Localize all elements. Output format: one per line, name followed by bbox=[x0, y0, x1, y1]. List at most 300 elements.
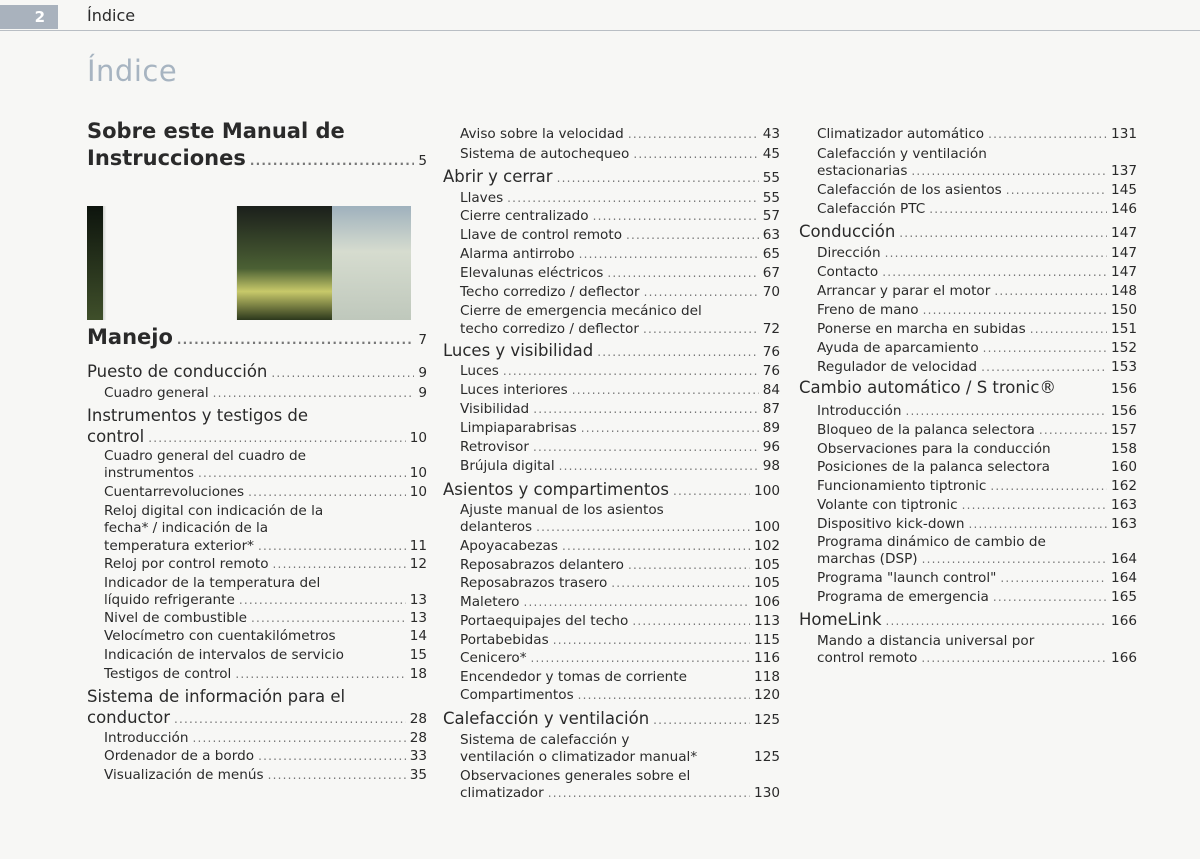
toc-page-number: 100 bbox=[754, 483, 780, 499]
toc-leader-dots bbox=[628, 556, 750, 574]
toc-entry-title: Llave de control remoto bbox=[460, 227, 623, 243]
toc-entry-title: Encendedor y tomas de corriente bbox=[460, 669, 687, 685]
toc-entry-title: Programa de emergencia bbox=[817, 589, 989, 605]
toc-entry-title: Maletero bbox=[460, 594, 520, 610]
toc-entry[interactable] bbox=[104, 627, 427, 645]
toc-entry[interactable] bbox=[460, 668, 780, 686]
toc-entry-title: techo corredizo / deflector bbox=[460, 321, 639, 337]
toc-entry-title: Ayuda de aparcamiento bbox=[817, 340, 979, 356]
toc-entry[interactable] bbox=[817, 358, 1137, 376]
toc-entry-title: Techo corredizo / deflector bbox=[460, 284, 640, 300]
toc-leader-dots bbox=[962, 496, 1107, 514]
toc-heading-line: Cierre de emergencia mecánico del bbox=[460, 303, 702, 319]
toc-page-number: 15 bbox=[409, 647, 427, 663]
toc-page-number: 18 bbox=[409, 666, 427, 682]
toc-page-number: 76 bbox=[762, 363, 780, 379]
toc-entry-title: Introducción bbox=[817, 403, 902, 419]
toc-page-number: 14 bbox=[409, 628, 427, 644]
toc-leader-dots bbox=[271, 364, 414, 382]
toc-leader-dots bbox=[921, 649, 1107, 667]
toc-heading-line: Calefacción y ventilación bbox=[817, 146, 987, 162]
toc-page-number: 146 bbox=[1111, 201, 1137, 217]
toc-entry-title: Luces interiores bbox=[460, 382, 568, 398]
toc-entry[interactable] bbox=[460, 748, 780, 766]
toc-entry-title: Calefacción PTC bbox=[817, 201, 926, 217]
toc-page-number: 163 bbox=[1111, 497, 1137, 513]
toc-page-number: 5 bbox=[418, 153, 427, 169]
toc-leader-dots bbox=[632, 612, 750, 630]
toc-entry[interactable] bbox=[817, 496, 1137, 514]
toc-page-number: 158 bbox=[1111, 441, 1137, 457]
toc-entry[interactable] bbox=[87, 709, 427, 728]
toc-entry-title: Alarma antirrobo bbox=[460, 246, 575, 262]
toc-entry[interactable] bbox=[817, 162, 1137, 180]
toc-heading-line: Programa dinámico de cambio de bbox=[817, 534, 1046, 550]
toc-leader-dots bbox=[213, 384, 415, 402]
toc-entry[interactable] bbox=[817, 320, 1137, 338]
toc-leader-dots bbox=[1039, 421, 1107, 439]
toc-entry-title: Manejo bbox=[87, 325, 173, 349]
toc-leader-dots bbox=[533, 438, 759, 456]
toc-entry-title: ventilación o climatizador manual* bbox=[460, 749, 698, 765]
toc-entry-title: líquido refrigerante bbox=[104, 592, 235, 608]
toc-page-number: 55 bbox=[762, 190, 780, 206]
toc-entry[interactable] bbox=[817, 569, 1137, 587]
toc-entry-title: control bbox=[87, 427, 145, 446]
toc-entry-title: Abrir y cerrar bbox=[443, 167, 553, 186]
toc-entry-title: Reposabrazos trasero bbox=[460, 575, 608, 591]
toc-page-number: 12 bbox=[409, 556, 427, 572]
toc-leader-dots bbox=[148, 429, 405, 447]
toc-page-number: 160 bbox=[1111, 459, 1137, 475]
toc-entry[interactable] bbox=[104, 747, 427, 765]
toc-page-number: 76 bbox=[762, 344, 780, 360]
toc-page-number: 163 bbox=[1111, 516, 1137, 532]
toc-entry-title: estacionarias bbox=[817, 163, 908, 179]
toc-page-number: 10 bbox=[409, 430, 427, 446]
toc-page-number: 100 bbox=[754, 519, 780, 535]
toc-leader-dots bbox=[929, 200, 1107, 218]
toc-entry-title: Portabebidas bbox=[460, 632, 549, 648]
toc-leader-dots bbox=[533, 400, 759, 418]
toc-leader-dots bbox=[239, 591, 406, 609]
toc-entry[interactable] bbox=[460, 518, 780, 536]
toc-entry[interactable] bbox=[104, 464, 427, 482]
toc-page-number: 156 bbox=[1111, 381, 1137, 397]
toc-entry[interactable] bbox=[817, 263, 1137, 281]
toc-entry[interactable] bbox=[87, 146, 427, 170]
toc-entry-title: Luces y visibilidad bbox=[443, 341, 594, 360]
toc-page-number: 120 bbox=[754, 687, 780, 703]
toc-page-number: 125 bbox=[754, 749, 780, 765]
toc-leader-dots bbox=[885, 244, 1107, 262]
toc-entry-title: Apoyacabezas bbox=[460, 538, 558, 554]
toc-heading-line: Reloj digital con indicación de la bbox=[104, 503, 324, 519]
toc-entry[interactable] bbox=[817, 301, 1137, 319]
toc-entry[interactable] bbox=[460, 226, 780, 244]
toc-entry-title: temperatura exterior* bbox=[104, 538, 254, 554]
photo-right-panel bbox=[332, 206, 411, 320]
toc-entry[interactable] bbox=[443, 342, 780, 361]
toc-leader-dots bbox=[988, 125, 1107, 143]
toc-entry-title: Velocímetro con cuentakilómetros bbox=[104, 628, 336, 644]
toc-page-number: 43 bbox=[762, 126, 780, 142]
toc-leader-dots bbox=[911, 162, 1107, 180]
toc-entry-title: Cierre centralizado bbox=[460, 208, 589, 224]
toc-entry[interactable] bbox=[460, 362, 780, 380]
toc-leader-dots bbox=[969, 515, 1108, 533]
toc-entry[interactable] bbox=[104, 384, 427, 402]
toc-entry[interactable] bbox=[799, 611, 1137, 630]
toc-entry-title: conductor bbox=[87, 708, 170, 727]
toc-entry-title: Llaves bbox=[460, 190, 504, 206]
page-title: Índice bbox=[87, 54, 178, 88]
photo-car-detail bbox=[237, 206, 332, 320]
toc-entry-title: Introducción bbox=[104, 730, 189, 746]
toc-page-number: 28 bbox=[409, 730, 427, 746]
toc-heading-line: Instrumentos y testigos de bbox=[87, 406, 309, 425]
toc-entry-title: Dispositivo kick-down bbox=[817, 516, 965, 532]
toc-entry[interactable] bbox=[460, 264, 780, 282]
toc-entry-title: Luces bbox=[460, 363, 499, 379]
toc-leader-dots bbox=[507, 189, 759, 207]
toc-entry-title: Arrancar y parar el motor bbox=[817, 283, 991, 299]
toc-entry-title: Reloj por control remoto bbox=[104, 556, 269, 572]
toc-entry-title: Indicación de intervalos de servicio bbox=[104, 647, 344, 663]
toc-entry-title: Cambio automático / S tronic® bbox=[799, 378, 1057, 397]
toc-page-number: 153 bbox=[1111, 359, 1137, 375]
toc-page-number: 151 bbox=[1111, 321, 1137, 337]
toc-leader-dots bbox=[562, 537, 750, 555]
toc-page-number: 89 bbox=[762, 420, 780, 436]
toc-entry-title: Dirección bbox=[817, 245, 881, 261]
toc-entry[interactable] bbox=[443, 710, 780, 729]
toc-page-number: 55 bbox=[762, 170, 780, 186]
toc-entry[interactable] bbox=[817, 550, 1137, 568]
toc-page-number: 113 bbox=[754, 613, 780, 629]
toc-entry-title: Programa "launch control" bbox=[817, 570, 997, 586]
photo-left-strip bbox=[87, 206, 103, 320]
toc-entry-title: climatizador bbox=[460, 785, 544, 801]
toc-page-number: 96 bbox=[762, 439, 780, 455]
toc-page-number: 35 bbox=[409, 767, 427, 783]
toc-leader-dots bbox=[597, 343, 758, 361]
toc-leader-dots bbox=[273, 555, 406, 573]
toc-entry[interactable] bbox=[817, 477, 1137, 495]
toc-entry[interactable] bbox=[460, 784, 780, 802]
toc-leader-dots bbox=[251, 609, 406, 627]
toc-entry-title: Calefacción y ventilación bbox=[443, 709, 650, 728]
toc-entry[interactable] bbox=[104, 766, 427, 784]
toc-heading-line: Observaciones generales sobre el bbox=[460, 768, 691, 784]
toc-heading-line: Cuadro general del cuadro de bbox=[104, 448, 307, 464]
toc-heading-line: Mando a distancia universal por bbox=[817, 633, 1035, 649]
toc-page-number: 63 bbox=[762, 227, 780, 243]
toc-entry-title: Portaequipajes del techo bbox=[460, 613, 629, 629]
toc-entry[interactable] bbox=[460, 556, 780, 574]
toc-entry-title: instrumentos bbox=[104, 465, 194, 481]
toc-page-number: 13 bbox=[409, 592, 427, 608]
toc-heading-line: Sobre este Manual de bbox=[87, 119, 345, 143]
toc-entry[interactable] bbox=[817, 125, 1137, 143]
toc-page-number: 116 bbox=[754, 650, 780, 666]
toc-leader-dots bbox=[578, 686, 750, 704]
toc-entry-title: Cuadro general bbox=[104, 385, 209, 401]
toc-leader-dots bbox=[503, 362, 759, 380]
toc-leader-dots bbox=[993, 588, 1107, 606]
toc-page-number: 106 bbox=[754, 594, 780, 610]
toc-entry-title: Conducción bbox=[799, 222, 896, 241]
toc-entry[interactable] bbox=[817, 244, 1137, 262]
toc-leader-dots bbox=[593, 207, 759, 225]
toc-entry[interactable] bbox=[460, 686, 780, 704]
toc-leader-dots bbox=[981, 358, 1107, 376]
header-title: Índice bbox=[87, 6, 136, 25]
toc-leader-dots bbox=[628, 125, 759, 143]
toc-page-number: 28 bbox=[409, 711, 427, 727]
toc-entry[interactable] bbox=[460, 189, 780, 207]
toc-entry[interactable] bbox=[799, 379, 1137, 398]
toc-entry-title: Retrovisor bbox=[460, 439, 529, 455]
toc-entry-title: Posiciones de la palanca selectora bbox=[817, 459, 1051, 475]
toc-page-number: 130 bbox=[754, 785, 780, 801]
toc-entry[interactable] bbox=[460, 631, 780, 649]
toc-leader-dots bbox=[531, 649, 751, 667]
toc-leader-dots bbox=[557, 169, 759, 187]
toc-entry-title: Asientos y compartimentos bbox=[443, 480, 669, 499]
toc-entry[interactable] bbox=[460, 438, 780, 456]
toc-page-number: 157 bbox=[1111, 422, 1137, 438]
toc-leader-dots bbox=[607, 264, 758, 282]
toc-entry[interactable] bbox=[460, 400, 780, 418]
toc-entry[interactable] bbox=[460, 457, 780, 475]
toc-page-number: 72 bbox=[762, 321, 780, 337]
toc-leader-dots bbox=[1030, 320, 1107, 338]
toc-page-number: 13 bbox=[409, 610, 427, 626]
toc-leader-dots bbox=[643, 320, 759, 338]
toc-entry[interactable] bbox=[460, 245, 780, 263]
toc-entry[interactable] bbox=[817, 339, 1137, 357]
toc-leader-dots bbox=[581, 419, 759, 437]
toc-entry-title: Freno de mano bbox=[817, 302, 919, 318]
toc-leader-dots bbox=[250, 152, 415, 170]
toc-entry[interactable] bbox=[104, 537, 427, 555]
toc-page-number: 67 bbox=[762, 265, 780, 281]
toc-leader-dots bbox=[235, 665, 405, 683]
toc-page-number: 11 bbox=[409, 538, 427, 554]
toc-page-number: 57 bbox=[762, 208, 780, 224]
toc-entry-title: Testigos de control bbox=[104, 666, 232, 682]
toc-entry-title: Nivel de combustible bbox=[104, 610, 247, 626]
toc-entry[interactable] bbox=[817, 402, 1137, 420]
toc-entry[interactable] bbox=[104, 729, 427, 747]
toc-entry[interactable] bbox=[460, 381, 780, 399]
toc-entry[interactable] bbox=[817, 181, 1137, 199]
toc-leader-dots bbox=[559, 457, 759, 475]
toc-page-number: 9 bbox=[418, 385, 427, 401]
toc-page-number: 145 bbox=[1111, 182, 1137, 198]
toc-leader-dots bbox=[990, 477, 1107, 495]
toc-page-number: 147 bbox=[1111, 264, 1137, 280]
toc-heading-line: Sistema de calefacción y bbox=[460, 732, 630, 748]
toc-page-number: 115 bbox=[754, 632, 780, 648]
toc-entry[interactable] bbox=[460, 537, 780, 555]
toc-entry-title: Cuentarrevoluciones bbox=[104, 484, 245, 500]
toc-leader-dots bbox=[572, 381, 759, 399]
toc-page-number: 70 bbox=[762, 284, 780, 300]
toc-entry-title: Sistema de autochequeo bbox=[460, 146, 630, 162]
toc-leader-dots bbox=[882, 263, 1107, 281]
toc-heading-line: Sistema de información para el bbox=[87, 687, 346, 706]
toc-leader-dots bbox=[553, 631, 750, 649]
toc-page-number: 148 bbox=[1111, 283, 1137, 299]
toc-entry-title: Brújula digital bbox=[460, 458, 555, 474]
toc-heading-line: Ajuste manual de los asientos bbox=[460, 502, 664, 518]
toc-page-number: 164 bbox=[1111, 551, 1137, 567]
toc-page-number: 131 bbox=[1111, 126, 1137, 142]
toc-entry-title: Contacto bbox=[817, 264, 879, 280]
toc-leader-dots bbox=[192, 729, 405, 747]
toc-page-number: 45 bbox=[762, 146, 780, 162]
toc-leader-dots bbox=[922, 550, 1107, 568]
toc-entry[interactable] bbox=[104, 591, 427, 609]
toc-entry-title: Ponerse en marcha en subidas bbox=[817, 321, 1026, 337]
toc-entry-title: control remoto bbox=[817, 650, 918, 666]
toc-leader-dots bbox=[536, 518, 750, 536]
toc-page-number: 10 bbox=[409, 484, 427, 500]
toc-leader-dots bbox=[524, 593, 751, 611]
toc-entry[interactable] bbox=[460, 649, 780, 667]
toc-leader-dots bbox=[198, 464, 406, 482]
header-bar bbox=[0, 0, 1200, 31]
toc-entry[interactable] bbox=[104, 665, 427, 683]
toc-page-number: 152 bbox=[1111, 340, 1137, 356]
toc-page-number: 164 bbox=[1111, 570, 1137, 586]
toc-entry[interactable] bbox=[460, 320, 780, 338]
toc-entry[interactable] bbox=[817, 649, 1137, 667]
toc-entry[interactable] bbox=[104, 555, 427, 573]
toc-page-number: 165 bbox=[1111, 589, 1137, 605]
toc-entry-title: Regulador de velocidad bbox=[817, 359, 978, 375]
toc-entry-title: Elevalunas eléctricos bbox=[460, 265, 604, 281]
toc-entry[interactable] bbox=[87, 428, 427, 447]
toc-leader-dots bbox=[899, 224, 1107, 242]
toc-leader-dots bbox=[886, 612, 1108, 630]
toc-entry[interactable] bbox=[460, 145, 780, 163]
toc-leader-dots bbox=[644, 283, 759, 301]
toc-page-number: 105 bbox=[754, 557, 780, 573]
toc-entry-title: Funcionamiento tiptronic bbox=[817, 478, 987, 494]
toc-leader-dots bbox=[258, 747, 406, 765]
toc-entry-title: HomeLink bbox=[799, 610, 882, 629]
toc-page-number: 98 bbox=[762, 458, 780, 474]
toc-entry[interactable] bbox=[817, 282, 1137, 300]
toc-entry[interactable] bbox=[817, 421, 1137, 439]
toc-leader-dots bbox=[626, 226, 759, 244]
toc-page-number: 166 bbox=[1111, 650, 1137, 666]
toc-page-number: 10 bbox=[409, 465, 427, 481]
toc-entry[interactable] bbox=[460, 283, 780, 301]
toc-entry-title: delanteros bbox=[460, 519, 533, 535]
toc-entry[interactable] bbox=[817, 588, 1137, 606]
toc-entry-title: Aviso sobre la velocidad bbox=[460, 126, 624, 142]
toc-entry[interactable] bbox=[460, 207, 780, 225]
toc-entry[interactable] bbox=[460, 574, 780, 592]
toc-leader-dots bbox=[994, 282, 1107, 300]
toc-entry-title: Compartimentos bbox=[460, 687, 574, 703]
toc-leader-dots bbox=[611, 574, 750, 592]
toc-leader-dots bbox=[673, 482, 750, 500]
toc-entry-title: Puesto de conducción bbox=[87, 362, 268, 381]
toc-page-number: 147 bbox=[1111, 245, 1137, 261]
toc-entry[interactable] bbox=[104, 609, 427, 627]
toc-entry[interactable] bbox=[443, 168, 780, 187]
toc-entry-title: Visibilidad bbox=[460, 401, 530, 417]
toc-entry-title: Calefacción de los asientos bbox=[817, 182, 1002, 198]
toc-page-number: 162 bbox=[1111, 478, 1137, 494]
toc-leader-dots bbox=[653, 711, 750, 729]
toc-leader-dots bbox=[248, 483, 406, 501]
toc-entry[interactable] bbox=[104, 646, 427, 664]
toc-page-number: 137 bbox=[1111, 163, 1137, 179]
toc-page-number: 87 bbox=[762, 401, 780, 417]
toc-page-number: 150 bbox=[1111, 302, 1137, 318]
toc-entry[interactable] bbox=[87, 363, 427, 382]
toc-page-number: 147 bbox=[1111, 225, 1137, 241]
toc-page-number: 9 bbox=[418, 365, 427, 381]
toc-entry-title: Cenicero* bbox=[460, 650, 527, 666]
toc-leader-dots bbox=[548, 784, 750, 802]
toc-entry[interactable] bbox=[460, 419, 780, 437]
toc-entry-title: Bloqueo de la palanca selectora bbox=[817, 422, 1035, 438]
toc-page-number: 125 bbox=[754, 712, 780, 728]
toc-leader-dots bbox=[177, 331, 414, 349]
toc-entry-title: Reposabrazos delantero bbox=[460, 557, 624, 573]
toc-entry[interactable] bbox=[443, 481, 780, 500]
toc-page-number: 33 bbox=[409, 748, 427, 764]
toc-entry[interactable] bbox=[817, 440, 1137, 458]
toc-leader-dots bbox=[1006, 181, 1107, 199]
toc-entry[interactable] bbox=[460, 612, 780, 630]
page-number: 2 bbox=[0, 5, 58, 29]
toc-heading-line: fecha* / indicación de la bbox=[104, 520, 269, 536]
toc-entry[interactable] bbox=[799, 223, 1137, 242]
toc-leader-dots bbox=[268, 766, 406, 784]
toc-page-number: 156 bbox=[1111, 403, 1137, 419]
toc-entry-title: marchas (DSP) bbox=[817, 551, 918, 567]
toc-page-number: 118 bbox=[754, 669, 780, 685]
toc-page-number: 105 bbox=[754, 575, 780, 591]
toc-entry[interactable] bbox=[817, 200, 1137, 218]
toc-leader-dots bbox=[923, 301, 1107, 319]
toc-entry[interactable] bbox=[460, 593, 780, 611]
toc-leader-dots bbox=[258, 537, 406, 555]
toc-entry[interactable] bbox=[460, 125, 780, 143]
toc-heading-line: Indicador de la temperatura del bbox=[104, 575, 321, 591]
toc-entry-title: Observaciones para la conducción bbox=[817, 441, 1051, 457]
toc-page-number: 102 bbox=[754, 538, 780, 554]
toc-page-number: 166 bbox=[1111, 613, 1137, 629]
toc-entry-title: Visualización de menús bbox=[104, 767, 264, 783]
toc-entry[interactable] bbox=[104, 483, 427, 501]
toc-entry-title: Volante con tiptronic bbox=[817, 497, 958, 513]
toc-page-number: 7 bbox=[418, 332, 427, 348]
toc-page-number: 65 bbox=[762, 246, 780, 262]
toc-entry[interactable] bbox=[817, 515, 1137, 533]
toc-entry[interactable] bbox=[87, 325, 427, 349]
toc-entry-title: Limpiaparabrisas bbox=[460, 420, 577, 436]
toc-entry[interactable] bbox=[817, 458, 1137, 476]
